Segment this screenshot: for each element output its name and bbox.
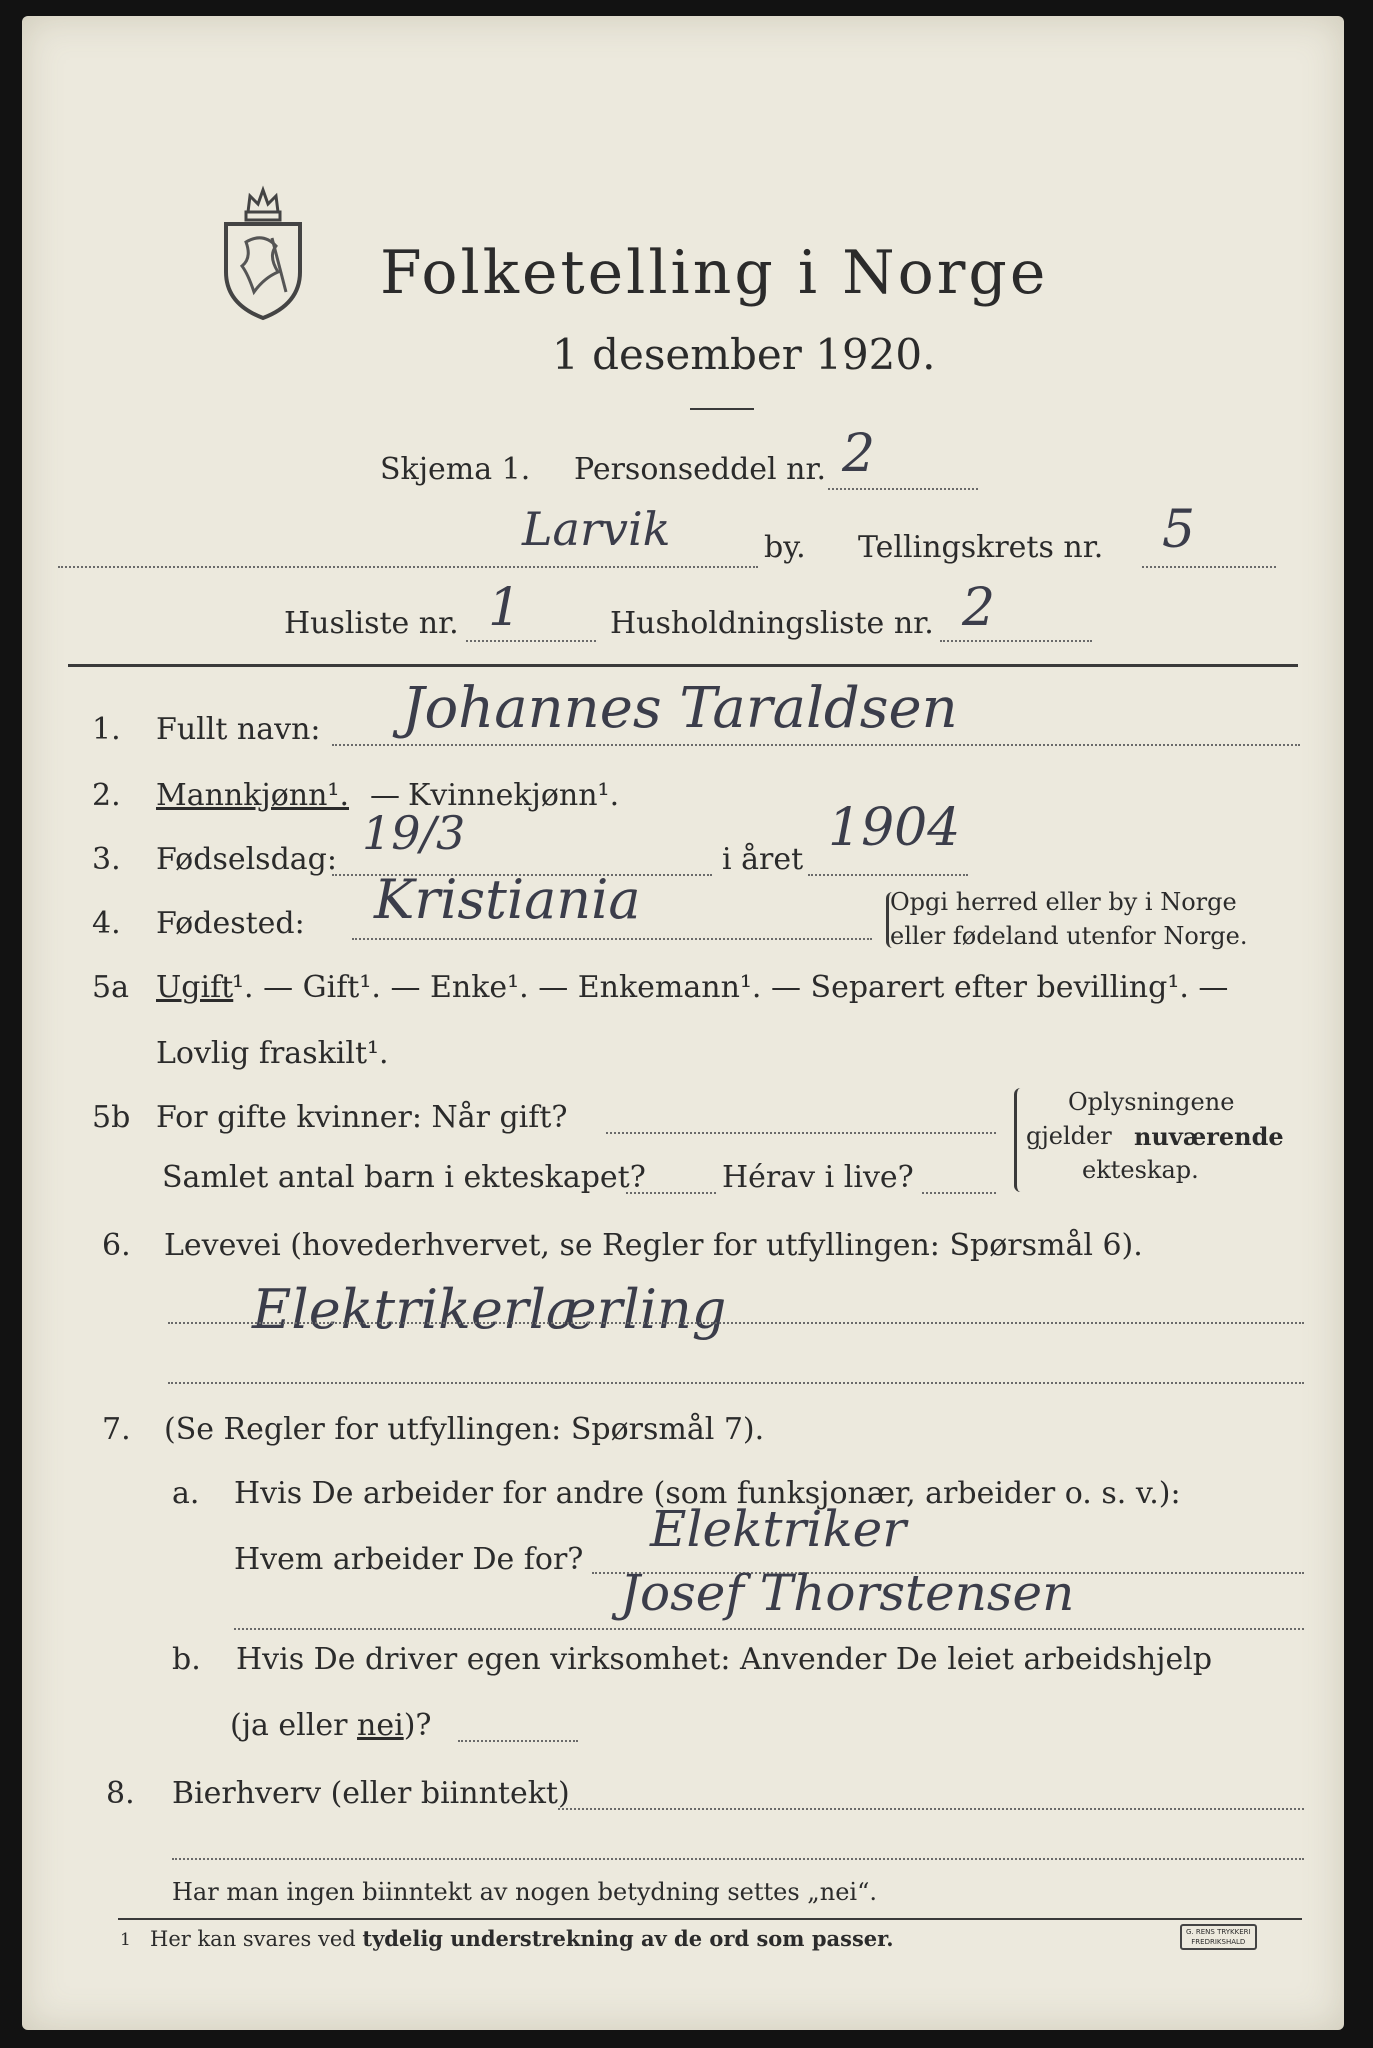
q3-label: Fødselsdag: [156, 842, 337, 877]
q5b-alive-label: Hérav i live? [722, 1160, 914, 1195]
q3-number: 3. [92, 842, 121, 877]
header-divider [68, 664, 1298, 667]
printer-stamp-line2: FREDRIKSHALD [1191, 1938, 1246, 1946]
ugift-option: Ugift [156, 970, 234, 1005]
q2-number: 2. [92, 778, 121, 813]
when-married-line [606, 1132, 996, 1134]
occupation-value: Elektrikerlærling [252, 1278, 727, 1341]
mannkjonn-option: Mannkjønn¹. [156, 778, 349, 813]
footnote-number: 1 [120, 1930, 131, 1950]
husholdning-value: 2 [962, 578, 996, 638]
q6-label: Levevei (hovederhvervet, se Regler for utfyllingen: Spørsmål 6). [164, 1228, 1143, 1263]
q5a-options-line2: Lovlig fraskilt¹. [156, 1036, 389, 1071]
footnote-text [150, 1926, 894, 1951]
ja-nei-line [458, 1740, 578, 1742]
q8-number: 8. [106, 1776, 135, 1811]
birth-year-value: 1904 [828, 798, 961, 858]
q5b-note-line2b: nuværende [1134, 1122, 1284, 1151]
employer-value2: Josef Thorstensen [620, 1564, 1075, 1622]
skjema-label: Skjema 1. [380, 452, 531, 487]
year-label: i året [722, 842, 804, 877]
by-value: Larvik [522, 502, 671, 556]
personseddel-line [828, 488, 978, 490]
form-title: Folketelling i Norge [380, 238, 1049, 308]
tellingskrets-line [1142, 566, 1276, 568]
husholdning-line [940, 640, 1092, 642]
title-divider [690, 408, 754, 410]
alive-line [922, 1192, 996, 1194]
by-label: by. [764, 530, 806, 565]
full-name-value: Johannes Taraldsen [402, 676, 958, 741]
children-line [626, 1192, 716, 1194]
footer-divider [118, 1918, 1302, 1920]
by-line [58, 566, 758, 568]
census-form [22, 16, 1344, 2030]
personseddel-value: 2 [842, 424, 876, 484]
husholdning-label: Husholdningsliste nr. [610, 606, 934, 641]
q7b-label: Hvis De driver egen virksomhet: Anvender De leiet arbeidshjelp [236, 1642, 1213, 1677]
q5b-when-married-label: For gifte kvinner: Når gift? [156, 1100, 568, 1135]
q4-note-line2: eller fødeland utenfor Norge. [890, 922, 1248, 950]
occupation-line2 [168, 1382, 1304, 1384]
q1-label: Fullt navn: [156, 712, 321, 747]
footnote-bold: tydelig understrekning av de ord som passer. [362, 1926, 894, 1951]
occupation-line1 [168, 1322, 1304, 1324]
birth-year-line [808, 874, 968, 876]
q7b-ja-eller: (ja eller [230, 1708, 358, 1743]
q5b-children-label: Samlet antal barn i ekteskapet? [162, 1160, 646, 1195]
tellingskrets-value: 5 [1162, 500, 1196, 560]
q5b-note-line3: ekteskap. [1082, 1156, 1199, 1184]
q7b-letter: b. [172, 1642, 201, 1677]
personseddel-label: Personseddel nr. [574, 452, 827, 487]
employer-value1: Elektriker [650, 1500, 907, 1558]
printer-stamp [1180, 1924, 1257, 1950]
q2-dash: — [370, 778, 400, 813]
q5b-note-line2a: gjelder [1026, 1122, 1112, 1150]
q7-number: 7. [102, 1412, 131, 1447]
q7-label: (Se Regler for utfyllingen: Spørsmål 7). [164, 1412, 765, 1447]
q1-number: 1. [92, 712, 121, 747]
printer-stamp-line1: G. RENS TRYKKERI [1186, 1928, 1251, 1936]
nei-option: nei [357, 1708, 404, 1743]
q7a-label: Hvis De arbeider for andre (som funksjonær, arbeider o. s. v.): [234, 1476, 1181, 1511]
q5a-options: ¹. — Gift¹. — Enke¹. — Enkemann¹. — Separert efter bevilling¹. — [232, 970, 1229, 1005]
q4-note-line1: Opgi herred eller by i Norge [890, 888, 1237, 916]
husliste-label: Husliste nr. [284, 606, 459, 641]
employer-line2 [234, 1628, 1304, 1630]
q5b-number: 5b [92, 1100, 131, 1135]
husliste-value: 1 [488, 578, 522, 638]
q5a-number: 5a [92, 970, 129, 1005]
q4-number: 4. [92, 906, 121, 941]
q5b-note-line1: Oplysningene [1068, 1088, 1235, 1116]
tellingskrets-label: Tellingskrets nr. [858, 530, 1104, 565]
footnote-pre: Her kan svares ved [150, 1927, 363, 1951]
birthplace-line [352, 938, 872, 940]
birthplace-value: Kristiania [374, 868, 641, 931]
form-date: 1 desember 1920. [552, 330, 936, 379]
q7a-employer-label: Hvem arbeider De for? [234, 1542, 584, 1577]
q7a-letter: a. [172, 1476, 200, 1511]
q7b-close: )? [403, 1708, 432, 1743]
side-income-line1 [558, 1808, 1304, 1810]
q6-number: 6. [102, 1228, 131, 1263]
q8-label: Bierhverv (eller biinntekt) [172, 1776, 570, 1811]
coat-of-arms-icon [218, 182, 308, 322]
side-income-note: Har man ingen biinntekt av nogen betydning settes „nei“. [172, 1878, 877, 1906]
birthdate-value: 19/3 [362, 806, 466, 860]
q4-label: Fødested: [156, 906, 305, 941]
q7b-ja-nei-label [230, 1708, 431, 1743]
husliste-line [466, 640, 596, 642]
side-income-line2 [172, 1858, 1304, 1860]
full-name-line [332, 744, 1300, 746]
kvinnekjonn-option: Kvinnekjønn¹. [408, 778, 620, 813]
